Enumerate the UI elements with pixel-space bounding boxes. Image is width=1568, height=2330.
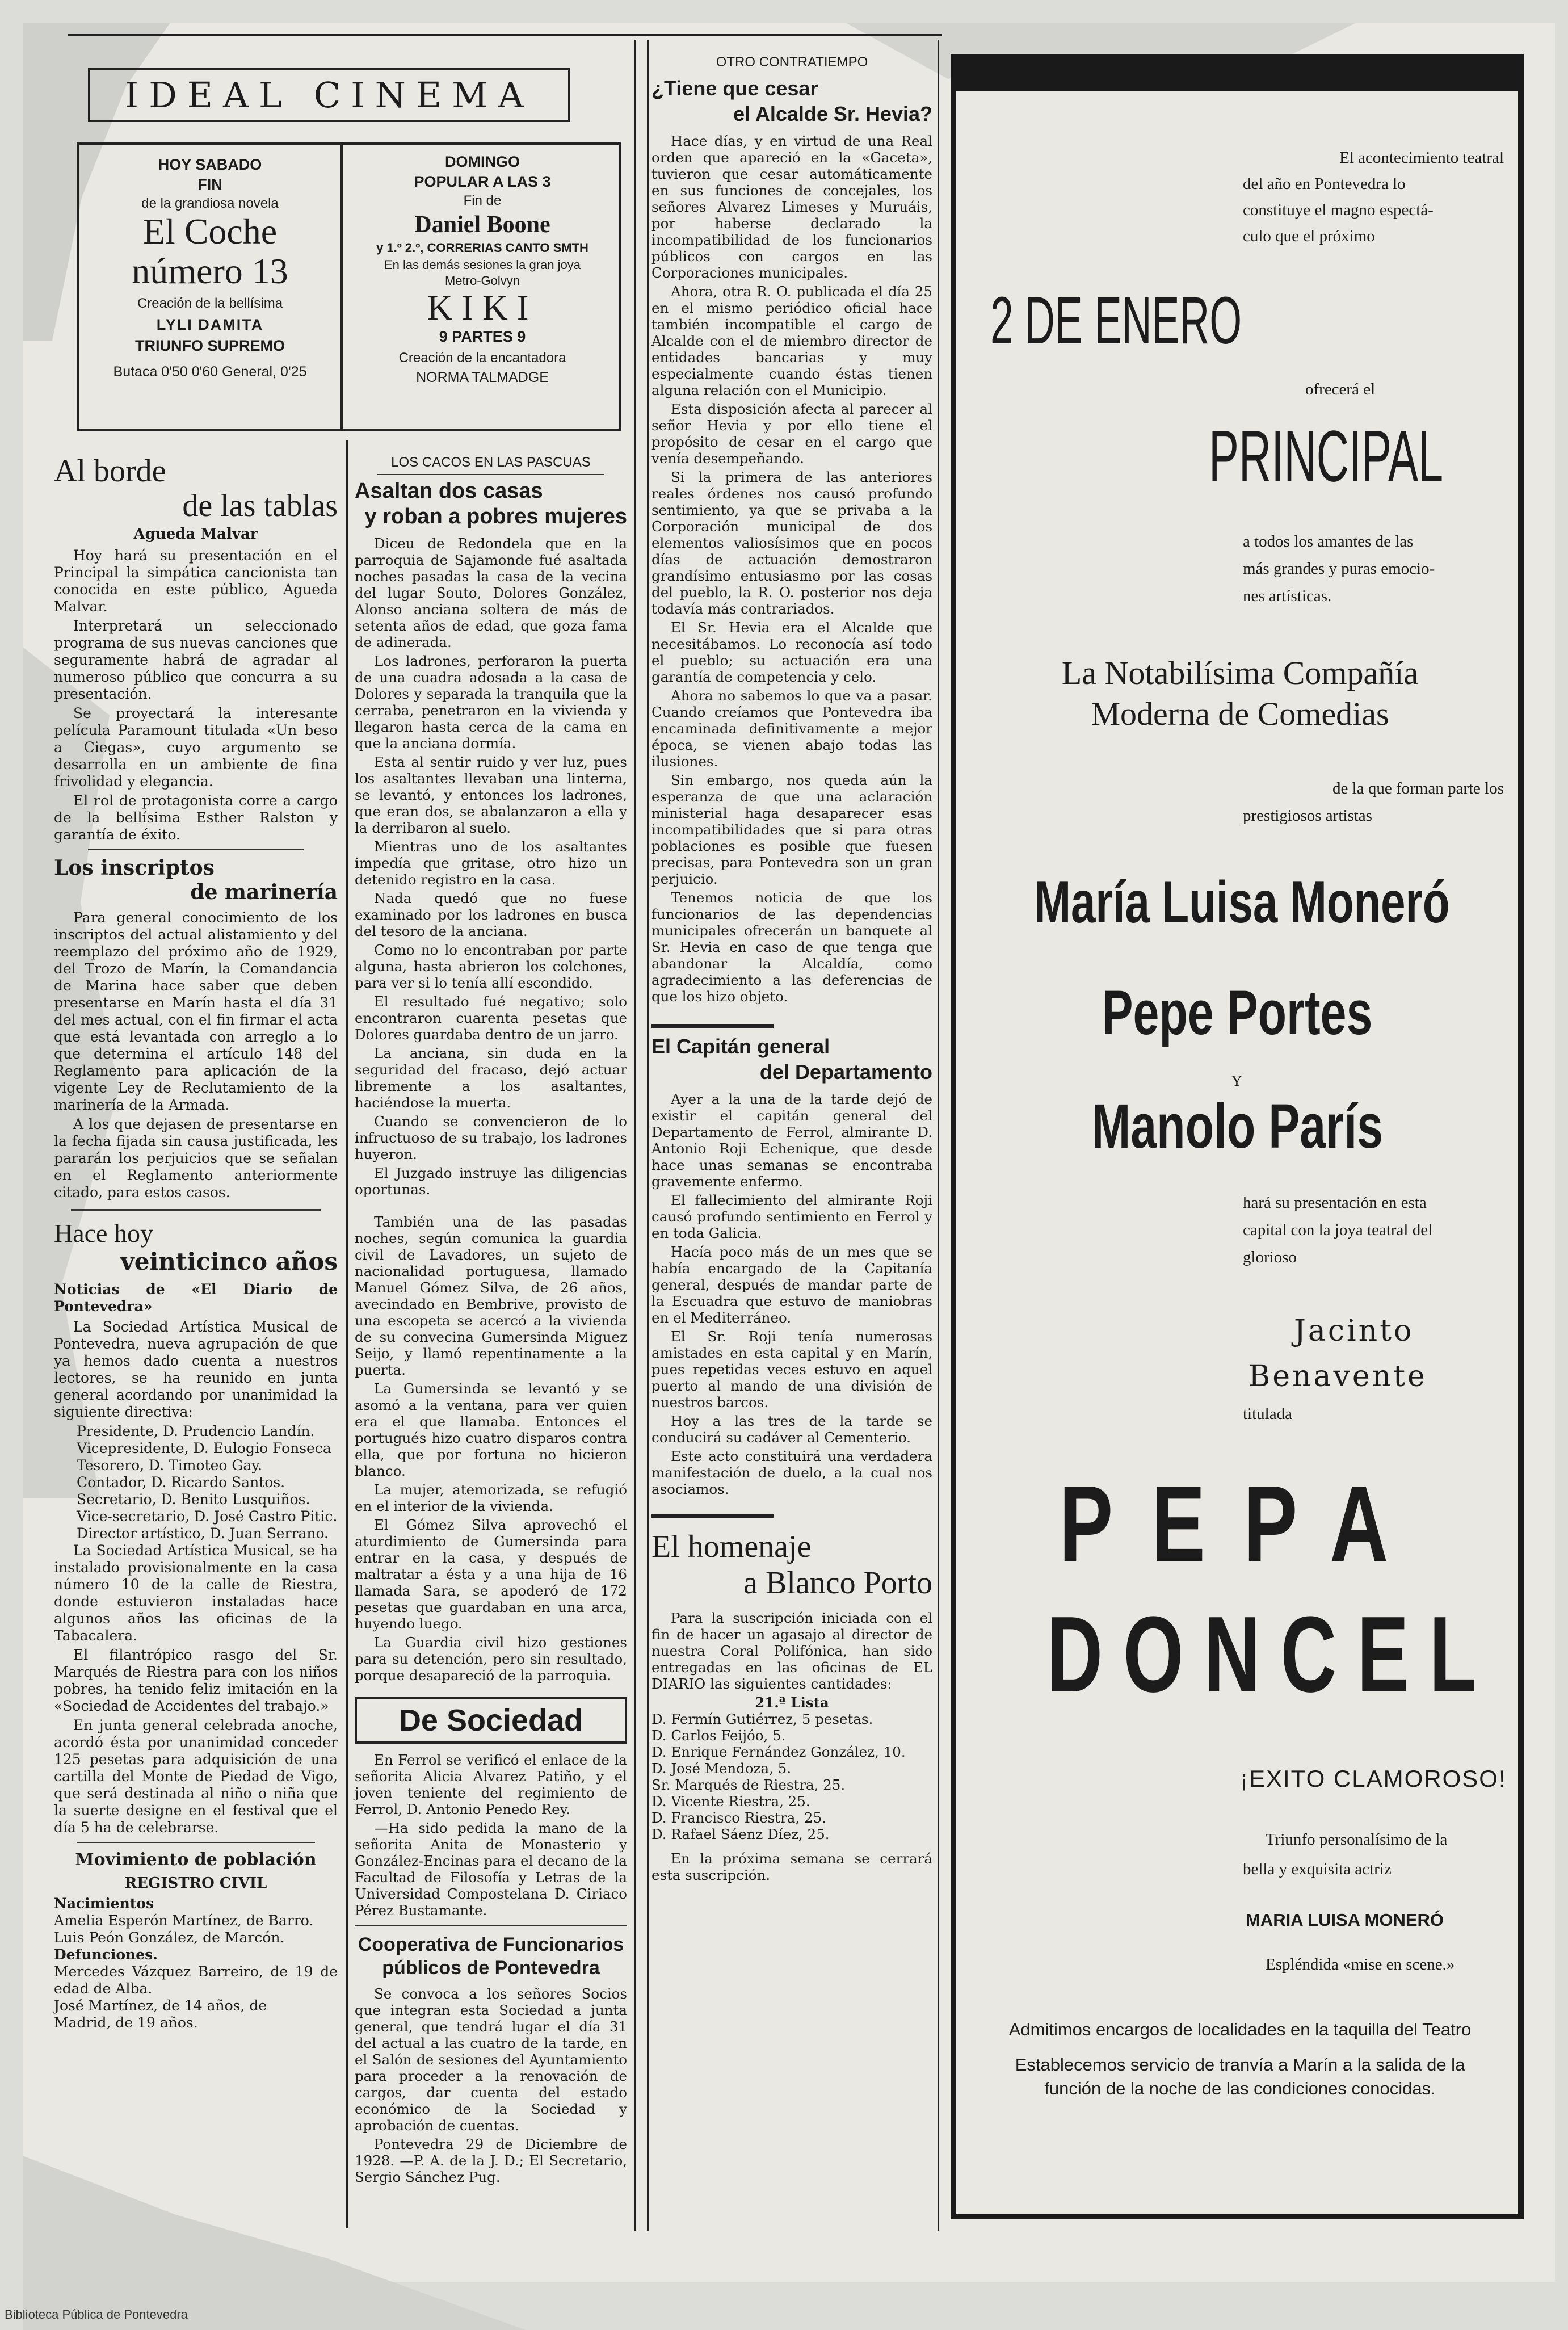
ad-play-title-line2: DONCEL	[1046, 1594, 1497, 1715]
ad-intro-line: El acontecimiento teatral	[1339, 149, 1504, 167]
ad-theater-name: PRINCIPAL	[1209, 416, 1444, 497]
paragraph: La Guardia civil hizo gestiones para su detención, pero sin resultado, porque desapareció de la parroquia.	[355, 1634, 627, 1684]
cinema-right-actress: NORMA TALMADGE	[416, 370, 549, 385]
ad-date: 2 DE ENERO	[990, 283, 1242, 358]
cinema-left-prices: Butaca 0'50 0'60 General, 0'25	[113, 364, 307, 380]
article-title: Asaltan dos casas	[355, 479, 543, 503]
paragraph: Este acto constituirá una verdadera manifestación de duelo, a la cual nos asociamos.	[651, 1448, 932, 1497]
paragraph: El Sr. Hevia era el Alcalde que necesitábamos. Lo reconocía así todo el pueblo; su actuación era una garantía de competencia y celo.	[651, 619, 932, 685]
cinema-title: IDEAL CINEMA	[88, 68, 570, 122]
cinema-right-sesiones: En las demás sesiones la gran joya	[384, 258, 581, 272]
ad-mise: Espléndida «mise en scene.»	[1266, 1955, 1455, 1974]
paragraph: Diceu de Redondela que en la parroquia de Sajamonde fué asaltada noches pasadas la casa de la vecina del lugar Souto, Dolores González, Alonso anciana soltera de más de setenta años de edad, que goza fama de adinerada.	[355, 535, 627, 650]
paragraph: —Ha sido pedida la mano de la señorita Anita de Monasterio y González-Encinas para el decano de la Facultad de Filosofía y Letras de la Universidad Compostelana D. Ciriaco Pérez Bustamante.	[355, 1820, 627, 1918]
cinema-left-day: HOY SABADO	[158, 156, 262, 173]
paragraph: Mientras uno de los asaltantes impedía que gritase, otro hizo un detenido registro en la casa.	[355, 838, 627, 888]
paragraph: En la próxima semana se cerrará esta suscripción.	[651, 1850, 932, 1883]
paragraph: Hace días, y en virtud de una Real orden que apareció en la «Gaceta», tuvieron que cesar automáticamente en sus funciones de concejales, los señores Alvarez Limeses y Muruáis, por haberse declarado la incompatibilidad de los funcionarios públicos con cargos en las Corporaciones municipales.	[651, 133, 932, 281]
ad-author-first: Jacinto	[1294, 1314, 1414, 1348]
ad-ofrecera: ofrecerá el	[1305, 380, 1376, 398]
ad-amantes	[1243, 528, 1504, 610]
library-credit: Biblioteca Pública de Pontevedra	[5, 2307, 188, 2321]
ad-author-last: Benavente	[1248, 1359, 1427, 1393]
column-rule-3	[938, 40, 939, 2231]
list-item: Director artístico, D. Juan Serrano.	[77, 1525, 329, 1542]
ad-y: Y	[1231, 1073, 1242, 1089]
list-item: D. Fermín Gutiérrez, 5 pesetas.	[651, 1711, 873, 1727]
ad-footer-line: función de la noche de las condiciones conocidas.	[1044, 2079, 1436, 2098]
cinema-box-divider	[340, 142, 343, 431]
article-title: Los inscriptos	[54, 856, 215, 880]
cinema-right-day: DOMINGO	[445, 153, 520, 170]
paragraph: La Gumersinda se levantó y se asomó a la ventana, para ver quien era el que llamaba. Entonces el portugués hizo cuatro disparos contra ella, que por fortuna no hicieron blanco.	[355, 1380, 627, 1479]
cinema-right-partes: 9 PARTES 9	[439, 328, 526, 345]
ad-presenta	[1243, 1189, 1504, 1271]
paragraph: Nada quedó que no fuese examinado por los ladrones en busca del tesoro de la anciana.	[355, 890, 627, 939]
ad-presenta-line: glorioso	[1243, 1248, 1297, 1266]
paragraph: Para la suscripción iniciada con el fin de hacer un agasajo al director de nuestra Coral Polifónica, han sido entregadas en las oficinas de EL DIARIO las siguientes cantidades:	[651, 1610, 932, 1692]
article-title-line2: y roban a pobres mujeres	[364, 505, 627, 528]
column-rule-2b	[647, 40, 649, 2231]
cinema-right-popular: POPULAR A LAS 3	[414, 173, 551, 190]
ad-triunfo	[1243, 1825, 1515, 1884]
paragraph: Ahora no sabemos lo que va a pasar. Cuando creíamos que Pontevedra iba encaminada definitivamente a mejor época, se vienen abajo todas las ilusiones.	[651, 687, 932, 770]
ad-footer-line: Establecemos servicio de tranvía a Marín a la salida de la	[1015, 2055, 1465, 2075]
paragraph: La Sociedad Artística Musical de Pontevedra, nueva agrupación de que ya hemos dado cuenta a nuestros lectores, se ha reunido en junta general acordando por unanimidad la siguiente directiva:	[54, 1319, 338, 1420]
list-item: D. Carlos Feijóo, 5.	[651, 1727, 786, 1744]
ad-titulada: titulada	[1243, 1405, 1292, 1423]
ad-company	[976, 653, 1504, 734]
paragraph: Hacía poco más de un mes que se había encargado de la Capitanía general, después de mandar parte de la Escuadra que estuvo de maniobras en el Mediterráneo.	[651, 1244, 932, 1326]
divider	[651, 1514, 774, 1518]
sociedad-title-box	[355, 1697, 627, 1744]
cinema-right-program	[346, 153, 619, 386]
divider	[377, 474, 604, 475]
paragraph: La mujer, atemorizada, se refugió en el interior de la vivienda.	[355, 1481, 627, 1514]
paragraph: Cuando se convencieron de lo infructuoso de su trabajo, los ladrones huyeron.	[355, 1113, 627, 1162]
cinema-left-fin: FIN	[197, 176, 222, 193]
divider	[88, 849, 304, 850]
list-item: D. Rafael Sáenz Díez, 25.	[651, 1826, 830, 1842]
paragraph: El Gómez Silva aprovechó el aturdimiento de Gumersinda para entrar en la casa, y después de maltratar a ésta y a una hija de 16 llamada Sara, se apoderó de 172 pesetas que guardaban en una arca, huyendo luego.	[355, 1517, 627, 1632]
article-title: Hace hoy	[54, 1219, 153, 1248]
list-item: Contador, D. Ricardo Santos.	[77, 1474, 285, 1491]
ad-actor-2-name: Pepe Portes	[1102, 978, 1373, 1048]
paragraph: Interpretará un seleccionado programa de sus nuevas canciones que seguramente habrá de agradar al numeroso público que concurra a su presentación.	[54, 618, 338, 702]
ad-amantes-line: a todos los amantes de las	[1243, 532, 1414, 551]
list-item: Luis Peón González, de Marcón.	[54, 1929, 285, 1946]
ad-actor-1	[965, 863, 1510, 942]
ad-presenta-line: capital con la joya teatral del	[1243, 1221, 1433, 1239]
ad-actor-2	[965, 973, 1510, 1053]
ad-actor-3-name: Manolo París	[1091, 1091, 1383, 1161]
paragraph: Se convoca a los señores Socios que integran esta Sociedad a junta general, que tendrá lugar el día 31 del actual a las cuatro de la tarde, en el Salón de sesiones del Ayuntamiento para proceder a la renovación de cargos, dar cuenta del estado económico de la Sociedad y aprobación de cuentas.	[355, 1985, 627, 2134]
ad-presenta-line: hará su presentación en esta	[1243, 1194, 1427, 1212]
paragraph: El rol de protagonista corre a cargo de la bellísima Esther Ralston y garantía de éxito.	[54, 792, 338, 843]
ad-intro-line: constituye el magno espectá-	[1243, 201, 1434, 219]
divider	[77, 1842, 315, 1843]
list-item: Vicepresidente, D. Eulogio Fonseca	[77, 1440, 331, 1456]
list-item: Vice-secretario, D. José Castro Pitic.	[77, 1508, 338, 1525]
ad-footer	[968, 2018, 1512, 2101]
list-item: D. Francisco Riestra, 25.	[651, 1810, 826, 1826]
paragraph: Ayer a la una de la tarde dejó de existir el capitán general del Departamento de Ferrol, almirante D. Antonio Roji Echenique, que desde hace unas semanas se encontraba gravemente enfermo.	[651, 1091, 932, 1190]
list-heading: 21.ª Lista	[755, 1694, 829, 1711]
paragraph: Ahora, otra R. O. publicada el día 25 en el mismo periódico oficial hace también incompatible el cargo de Alcalde con el de miembro director de entidades bancarias y muy especialmente cuando éstas tienen alguna relación con el Municipio.	[651, 283, 932, 398]
list-item: D. Vicente Riestra, 25.	[651, 1793, 810, 1810]
paragraph: El Juzgado instruye las diligencias oportunas.	[355, 1165, 627, 1198]
cinema-right-fin: Fin de	[463, 193, 502, 208]
column-rule-1	[346, 440, 348, 2228]
ad-forman-line: prestigiosos artistas	[1243, 807, 1372, 825]
paragraph: Los ladrones, perforaron la puerta de una cuadra adosada a la casa de Dolores y separada la tranquila que la cerraba, penetraron en la vivienda y llegaron hasta cerca de la cama en que la anciana dormía.	[355, 653, 627, 752]
list-item: Madrid, de 19 años.	[54, 2014, 198, 2031]
paragraph: Esta al sentir ruido y ver luz, pues los asaltantes llevaban una linterna, se levantó, y entonces los ladrones, que eran dos, se abalanzaron a ella y la derribaron al suelo.	[355, 754, 627, 836]
column-rule-2	[634, 40, 636, 2231]
list-item: Sr. Marqués de Riestra, 25.	[651, 1777, 846, 1793]
section-label: Defunciones.	[54, 1946, 158, 1963]
paragraph: Esta disposición afecta al parecer al señor Hevia y por ello tiene el propósito de cesar en el cargo que venía desempeñando.	[651, 401, 932, 467]
paragraph: En junta general celebrada anoche, acordó ésta por unanimidad conceder 125 pesetas para adquisición de una cartilla del Monte de Piedad de Vigo, que será destinada al niño o niña que la suerte designe en el festival que el día 5 ha de celebrarse.	[54, 1717, 338, 1836]
ad-amantes-line: nes artísticas.	[1243, 587, 1332, 605]
ad-triunfo-line: bella y exquisita actriz	[1243, 1860, 1392, 1878]
paragraph: A los que dejasen de presentarse en la fecha fijada sin causa justificada, les pararán los perjuicios que se señalan en el Reglamento anteriormente citado, para estos casos.	[54, 1116, 338, 1200]
spacer	[355, 1200, 627, 1214]
article-title: Movimiento de población	[75, 1850, 317, 1870]
column-2	[355, 454, 627, 2188]
article-subtitle: Agueda Malvar	[133, 526, 258, 543]
paragraph: Tenemos noticia de que los funcionarios de las dependencias municipales ofrecerán un banquete al Sr. Hevia en caso de que tenga que abandonar la Alcaldía, como agradecimiento a las deferencias de que los hizo objeto.	[651, 889, 932, 1005]
article-title-line2: del Departamento	[759, 1060, 932, 1084]
paragraph: El filantrópico rasgo del Sr. Marqués de Riestra para con los niños pobres, ha tenido feliz imitación en la «Sociedad de Accidentes del trabajo.»	[54, 1647, 338, 1714]
paragraph: La anciana, sin duda en la seguridad del fracaso, dejó actuar libremente a los asaltantes, haciéndose la muerta.	[355, 1045, 627, 1111]
ad-intro	[1243, 145, 1504, 249]
cinema-left-novela: de la grandiosa novela	[141, 196, 279, 211]
article-title-line2: a Blanco Porto	[743, 1565, 932, 1601]
ad-play-title-line1: PEPA	[1059, 1464, 1427, 1584]
article-title-line2: de las tablas	[182, 488, 338, 523]
cinema-left-creacion: Creación de la bellísima	[137, 296, 283, 311]
paragraph: Sin embargo, nos queda aún la esperanza de que una aclaración ministerial haga desaparecer esas incompatibilidades que si para otras poblaciones es posible que fuesen precisas, para Pontevedra son un gran perjuicio.	[651, 772, 932, 887]
cinema-left-film-line1: El Coche	[142, 211, 278, 251]
ad-exito: ¡EXITO CLAMOROSO!	[1240, 1765, 1507, 1792]
cinema-right-creacion: Creación de la encantadora	[398, 350, 566, 366]
ad-company-line1: La Notabilísima Compañía	[1061, 654, 1419, 691]
divider	[71, 1209, 321, 1211]
ad-actor-3	[965, 1087, 1510, 1166]
paragraph: En Ferrol se verificó el enlace de la señorita Alicia Alvarez Patiño, y el joven teniente del regimiento de Ferrol, D. Antonio Penedo Rey.	[355, 1752, 627, 1817]
paragraph: Se proyectará la interesante película Paramount titulada «Un beso a Ciegas», cuyo argumento se desarrolla en un ambiente de fina frivolidad y elegancia.	[54, 705, 338, 790]
section-label: Nacimientos	[54, 1895, 154, 1912]
article-title: De Sociedad	[398, 1703, 583, 1737]
list-item: Presidente, D. Prudencio Landín.	[77, 1423, 315, 1439]
article-title-line2: de marinería	[190, 880, 338, 904]
ad-intro-line: culo que el próximo	[1243, 227, 1375, 245]
paragraph: La Sociedad Artística Musical, se ha instalado provisionalmente en la casa número 10 de la calle de Riestra, donde estuvieron instaladas hace algunos años las oficinas de la Tabacalera.	[54, 1542, 338, 1644]
cinema-left-triunfo: TRIUNFO SUPREMO	[134, 337, 285, 354]
cinema-right-film1: Daniel Boone	[414, 212, 550, 238]
ad-forman	[1243, 775, 1504, 829]
paragraph: También una de las pasadas noches, según comunica la guardia civil de Lavadores, un sujeto de nacionalidad portuguesa, llamado Manuel Gómez Silva, de 26 años, avecindado en Bembrive, provisto de una escopeta se acercó a la vivienda de su convecina Gumersinda Miguez Seijo, y llamó repentinamente a la puerta.	[355, 1214, 627, 1378]
list-item: José Martínez, de 14 años, de	[54, 1997, 267, 2014]
article-title-line2: el Alcalde Sr. Hevia?	[733, 102, 932, 125]
cinema-left-program	[82, 156, 338, 380]
directiva-list	[54, 1423, 338, 1542]
paragraph: El fallecimiento del almirante Roji causó profundo sentimiento en Ferrol y en toda Galicia.	[651, 1192, 932, 1241]
article-subtitle: REGISTRO CIVIL	[124, 1875, 267, 1892]
list-item: Secretario, D. Benito Lusquiños.	[77, 1491, 310, 1508]
column-3	[651, 54, 932, 1886]
ad-top-bar	[951, 54, 1524, 85]
list-item: Tesorero, D. Timoteo Gay.	[77, 1457, 262, 1473]
paragraph: Hoy a las tres de la tarde se conducirá su cadáver al Cementerio.	[651, 1413, 932, 1446]
article-title-line2: públicos de Pontevedra	[382, 1957, 600, 1979]
paragraph: El resultado fué negativo; solo encontraron cuarenta pesetas que Dolores guardaba dentro de un jarro.	[355, 993, 627, 1043]
paragraph: Hoy hará su presentación en el Principal la simpática cancionista tan conocida en este público, Agueda Malvar.	[54, 547, 338, 615]
ad-footer-line: Admitimos encargos de localidades en la taquilla del Teatro	[1008, 2020, 1472, 2039]
ad-actor-1-name: María Luisa Moneró	[1034, 870, 1450, 935]
list-item: D. José Mendoza, 5.	[651, 1760, 792, 1777]
article-title: Cooperativa de Funcionarios	[358, 1934, 624, 1955]
paragraph: Como no lo encontraban por parte alguna, hasta abrieron los colchones, para ver si lo tenía allí escondido.	[355, 942, 627, 991]
article-title: El Capitán general	[651, 1035, 830, 1058]
article-kicker: LOS CACOS EN LAS PASCUAS	[391, 455, 591, 470]
cinema-left-film-line2: número 13	[132, 251, 288, 291]
article-title: Al borde	[54, 454, 166, 489]
paragraph: Si la primera de las anteriores reales órdenes nos causó profundo sentimiento, ya que se privaba a la Corporación municipal de dos elementos valiosísimos que en pocos días de actuación demostraron grandísimo entusiasmo por las cosas del pueblo, la R. O. posterior nos deja todavía más contrariados.	[651, 469, 932, 617]
cinema-right-metro: Metro-Golvyn	[444, 274, 520, 288]
ad-triunfo-line: Triunfo personalísimo de la	[1266, 1831, 1448, 1849]
divider	[355, 1925, 627, 1926]
article-subtitle: Noticias de «El Diario de Pontevedra»	[54, 1281, 338, 1315]
list-item: D. Enrique Fernández González, 10.	[651, 1744, 906, 1760]
article-title-line2: veinticinco años	[120, 1248, 338, 1275]
article-kicker: OTRO CONTRATIEMPO	[716, 54, 868, 70]
ad-amantes-line: más grandes y puras emocio-	[1243, 560, 1435, 578]
list-item: Amelia Esperón Martínez, de Barro.	[54, 1912, 314, 1929]
article-title: ¿Tiene que cesar	[651, 77, 818, 100]
article-title: El homenaje	[651, 1529, 812, 1564]
cinema-right-episode: y 1.º 2.º, CORRERIAS CANTO SMTH	[376, 241, 588, 255]
ad-star: MARIA LUISA MONERÓ	[1246, 1910, 1444, 1930]
ad-intro-line: del año en Pontevedra lo	[1243, 175, 1406, 193]
paragraph: Pontevedra 29 de Diciembre de 1928. —P. A. de la J. D.; El Secretario, Sergio Sánchez Pug.	[355, 2136, 627, 2185]
paragraph: El Sr. Roji tenía numerosas amistades en esta capital y en Marín, pues repetidas veces estuvo en aquel puerto al mando de una división de nuestros barcos.	[651, 1328, 932, 1410]
list-item: Mercedes Vázquez Barreiro, de 19 de edad de Alba.	[54, 1963, 338, 1997]
top-rule	[68, 34, 942, 36]
ad-forman-line: de la que forman parte los	[1332, 779, 1504, 797]
divider	[651, 1024, 774, 1028]
cinema-left-actress: LYLI DAMITA	[156, 316, 264, 333]
ad-company-line2: Moderna de Comedias	[1091, 695, 1389, 732]
paragraph: Para general conocimiento de los inscriptos del actual alistamiento y del reemplazo del próximo año de 1929, del Trozo de Marín, la Comandancia de Marina hace saber que deben presentarse en Marín hasta el día 31 del mes actual, con el fin firmar el acta que está levantada con arreglo a lo que determina el artículo 148 del Reglamento para aplicación de la vigente Ley de Reclutamiento de la marinería de la Armada.	[54, 909, 338, 1113]
cinema-right-film2: KIKI	[427, 289, 538, 328]
column-1	[54, 454, 338, 2031]
